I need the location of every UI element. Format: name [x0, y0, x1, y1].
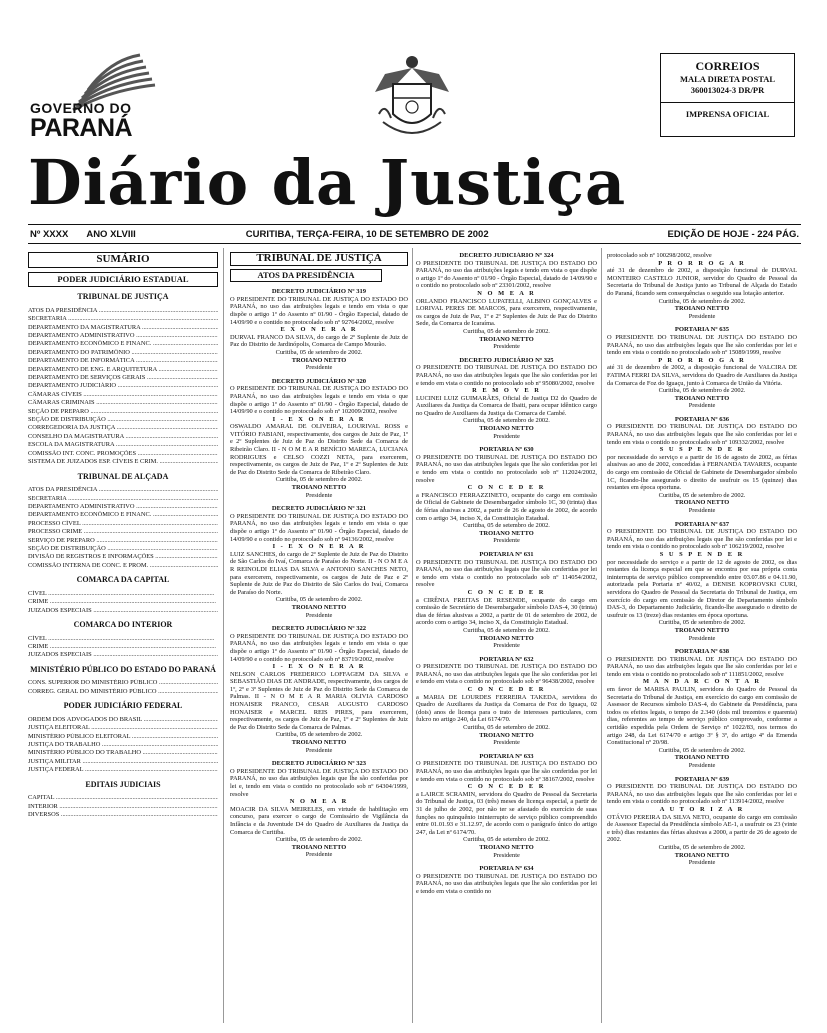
decree-title: PORTARIA Nº 636	[674, 415, 730, 423]
toc-item[interactable]: CÍVEL .....	[28, 590, 218, 598]
decree-action: C O N C E D E R	[467, 484, 546, 492]
toc-item[interactable]: PROCESSO CÍVEL .....	[28, 520, 218, 528]
decree-title: DECRETO JUDICIÁRIO Nº 324	[459, 252, 554, 259]
decree-text: MOACIR DA SILVA MEIRELES, em virtude de habilitação em concurso, para exercer o cargo de Comissário de Vigilância da Infância e da Juventude D4 do Quadro de Auxiliares da Justiça da Comarca de Curitiba.	[230, 805, 408, 836]
toc-item[interactable]: DEPARTAMENTO DE ENG. E ARQUITETURA .....	[28, 366, 218, 374]
decree-title: PORTARIA Nº 633	[479, 752, 534, 760]
atos-presidencia-heading: ATOS DA PRESIDÊNCIA	[230, 269, 382, 283]
signatory-role: Presidente	[305, 746, 333, 754]
decree-title: PORTARIA Nº 631	[479, 550, 534, 558]
decree-date: Curitiba, 05 de setembro de 2002.	[463, 836, 550, 844]
decree-title: DECRETO JUDICIÁRIO Nº 323	[271, 760, 367, 768]
decree-preamble: O PRESIDENTE DO TRIBUNAL DE JUSTIÇA DO ESTADO DO PARANÁ, no uso das atribuições legais que lhe são conferidas por lei e tendo em vista o contido no protocolado sob nº 113914/2002, resolve	[607, 783, 797, 806]
decree-action: N O M E A R	[477, 289, 536, 297]
decree-preamble: O PRESIDENTE DO TRIBUNAL DE JUSTIÇA DO ESTADO DO PARANÁ, no uso das atribuições legais e tendo em vista o que dispõe o artigo 1º do Assento nº 01/90 - Órgão Especial, datado de 14/09/90 e o contido no protocolado sob nº 102009/2002, resolve	[230, 385, 408, 416]
decrees-column-4	[607, 252, 797, 1023]
toc-item[interactable]: SEÇÃO DE DISTRIBUIÇÃO .....	[28, 416, 218, 424]
masthead-title: Diário da Justiça	[28, 146, 627, 219]
toc-item[interactable]: CONS. SUPERIOR DO MINISTÉRIO PÚBLICO .....	[28, 679, 218, 687]
toc-item[interactable]: JUSTIÇA ELEITORAL .....	[28, 724, 218, 732]
decree-preamble: protocolado sob nº 100298/2002, resolve	[607, 252, 712, 259]
issue-info-bar	[28, 224, 801, 244]
decree-date: Curitiba, 05 de setembro de 2002.	[275, 476, 363, 484]
issue-year: ANO XLVIII	[86, 228, 136, 240]
signatory-role: Presidente	[688, 762, 716, 769]
decree-date: Curitiba, 05 de setembro de 2002.	[658, 297, 746, 305]
decree-text: até 31 de dezembro de 2002, a disposição funcional de DURVAL MONTEIRO CASTELO JUNIOR, servidor do Quadro de Pessoal da Secretaria do Tribunal de Justiça junto ao Tribunal de Alçada do Estado do Paraná, ficando sem consequências o seguido sua lotação anterior.	[607, 267, 797, 297]
signatory-name: TROIANO NETTO	[291, 603, 347, 611]
toc-item[interactable]: MINISTÉRIO PÚBLICO DO TRABALHO .....	[28, 749, 218, 757]
decree-text: a FRANCISCO FERRAZZINETO, ocupante do cargo em comissão de Oficial de Gabinete de Desembargador símbolo 1C, 30 (trinta) dias de férias alusivas a 2002, a partir de 26 de agosto de 2002, de acordo com o artigo 34, inciso X, da Constituição Estadual.	[416, 491, 597, 522]
toc-item[interactable]: DEPARTAMENTO DO PATRIMÔNIO .....	[28, 349, 218, 357]
signatory-role: Presidente	[305, 611, 333, 619]
decree-entry	[416, 252, 597, 351]
decree-text: ORLANDO FRANCISCO LUPATELLI, ALBINO GONÇALVES e LORIVAL PERES DE MARCOS, para exercerem, respectivamente, os cargos de Juiz de Paz, 1º e 2º Suplentes de Juiz de Paz do Distrito Sede, da Comarca de Icaraíma.	[416, 297, 597, 328]
decree-text: LUCINEI LUIZ GUIMARÃES, Oficial de Justiça D2 do Quadro de Auxiliares da Justiça da Comarca de Ibaiti, para ocupar idêntico cargo no Quadro de Auxiliares da Justiça da Comarca de Cambé.	[416, 394, 597, 417]
decree-action: S U S P E N D E R	[659, 550, 745, 558]
toc-item[interactable]: SEÇÃO DE DISTRIBUIÇÃO .....	[28, 545, 218, 553]
decree-entry	[416, 656, 597, 747]
toc-item[interactable]: MINISTÉRIO PÚBLICO ELEITORAL .....	[28, 733, 218, 741]
decree-text: em favor de MARISA PAULIN, servidora do Quadro de Pessoal da Secretaria do Tribunal de Justiça, em exercício do cargo em comissão de Assessor de Recursos símbolo DAS-4, do Gabinete da Presidência, para todos os efeitos legais, o tempo de 2.340 (dois mil trezentos e quarenta) dias, referentes ao tempo de serviço público comprovado, conforme a certidão expedida pela Ordem de Serviço nº 1022/83, nos termos do artigo 248, da Lei 6174/70 e artigo 3º § 3º, do artigo 4º da Emenda Constitucional nº 20/98.	[607, 686, 797, 747]
column-rule	[223, 248, 224, 1023]
toc-item[interactable]: CRIME .....	[28, 598, 218, 606]
decree-entry	[230, 288, 408, 372]
decree-preamble: O PRESIDENTE DO TRIBUNAL DE JUSTIÇA DO ESTADO DO PARANÁ, no uso das atribuições legais que lhe são conferidas por lei e tendo em vista o contido no protocolado sob nº 112024/2002, resolve	[416, 453, 597, 484]
decree-entry	[230, 505, 408, 619]
column-rule	[601, 248, 602, 1023]
toc-item[interactable]: CÂMARAS CRIMINAIS .....	[28, 399, 218, 407]
decree-title: PORTARIA Nº 638	[674, 648, 730, 656]
decree-date: Curitiba, 05 de setembro de 2002.	[463, 522, 550, 530]
decree-entry	[607, 521, 797, 643]
decree-preamble: O PRESIDENTE DO TRIBUNAL DE JUSTIÇA DO ESTADO DO PARANÁ, no uso das atribuições legais que lhe são conferidas por lei e tendo em vista o contido no protocolado sob nº 15089/1999, resolve	[607, 333, 797, 357]
decree-action: I - E X O N E R A R	[272, 663, 366, 671]
correios-title: CORREIOS	[695, 59, 760, 73]
decree-title: DECRETO JUDICIÁRIO Nº 319	[271, 288, 367, 296]
signatory-role: Presidente	[305, 851, 333, 859]
decree-entry	[230, 378, 408, 500]
decree-title: PORTARIA Nº 635	[674, 326, 730, 334]
toc-item[interactable]: SERVIÇO DE PREPARO .....	[28, 537, 218, 545]
toc-item[interactable]: INTERIOR .....	[28, 803, 218, 811]
toc-item[interactable]: CÂMARAS CÍVEIS .....	[28, 391, 218, 399]
signatory-role: Presidente	[493, 432, 520, 440]
decree-text: LUIZ SANCHES, do cargo de 2º Suplente de Juiz de Paz do Distrito de São Carlos do Ivaí, Comarca de Paraíso do Norte. II - N O M E A R REINOLDI ELIAS DA SILVA e ANTONIO SANCHES NETO, para exercerem, respectivamente, os cargos de Juiz de Paz e 2º Suplente de Juiz de Paz do Distrito de São Carlos do Ivaí, Comarca de Paraíso do Norte.	[230, 550, 408, 596]
toc-item[interactable]: CAPITAL .....	[28, 794, 218, 802]
signatory-role: Presidente	[688, 507, 716, 514]
signatory-role: Presidente	[688, 634, 716, 642]
decree-title: PORTARIA Nº 639	[674, 775, 730, 783]
decree-action: C O N C E D E R	[467, 588, 546, 596]
toc-item[interactable]: COMISSÃO INTERNA DE CONC. E PROM. .....	[28, 562, 218, 570]
decree-preamble: O PRESIDENTE DO TRIBUNAL DE JUSTIÇA DO ESTADO DO PARANÁ, no uso das atribuições legais e tendo em vista o que dispõe o artigo 1º do Assento nº 01/90 - Órgão Especial, datado de 14/09/90 e o contido no protocolado sob nº 94136/2002, resolve	[230, 512, 408, 543]
toc-section-heading: EDITAIS JUDICIAIS	[85, 779, 161, 789]
decree-text: DURVAL FRANCO DA SILVA, do cargo de 2º Suplente de Juiz de Paz do Distrito de Jardinópolis, Comarca de Campo Mourão.	[230, 333, 408, 349]
decree-date: Curitiba, 05 de setembro de 2002.	[275, 596, 363, 604]
decree-action: M A N D A R C O N T A R	[642, 678, 762, 686]
toc-item[interactable]: JUIZADOS ESPECIAIS .....	[28, 651, 218, 659]
decree-text: NELSON CARLOS FREDERICO LOFFAGEM DA SILVA e SEBASTIÃO DIAS DE ANDRADE, respectivamente, dos cargos de 1º, 2º e 3º Suplentes de Juiz de Paz do Distrito Sede da Comarca de Palmas. II - N O M E A R MARIA OLIVIA CARDOSO HONAISER FRANCO, CESAR AUGUSTO CARDOSO HONAISER e MARCEL REIS PIRES, para exercerem, respectivamente, os cargos de Juiz de Paz, 1º e 2º Suplentes de Juiz de Paz do Distrito Sede da Comarca de Palmas.	[230, 670, 408, 731]
toc-section-heading: TRIBUNAL DE JUSTIÇA	[77, 292, 169, 302]
decree-action: S U S P E N D E R	[659, 446, 745, 454]
toc-item[interactable]: JUSTIÇA DO TRABALHO .....	[28, 741, 218, 749]
decree-date: Curitiba, 05 de setembro de 2002.	[463, 626, 550, 634]
decree-date: Curitiba, 05 de setembro de 2002.	[275, 348, 363, 356]
decree-action: N O M E A R	[289, 798, 349, 806]
toc-item[interactable]: JUSTIÇA FEDERAL .....	[28, 766, 218, 774]
toc-item[interactable]: ATOS DA PRESIDÊNCIA .....	[28, 307, 218, 315]
decree-action: P R O R R O G A R	[658, 356, 746, 364]
decree-entry	[230, 760, 408, 859]
coat-of-arms-icon	[365, 52, 460, 147]
toc-item[interactable]: DEPARTAMENTO DE INFORMÁTICA .....	[28, 357, 218, 365]
toc-sections	[28, 293, 218, 819]
signatory-name: TROIANO NETTO	[674, 305, 730, 313]
toc-item[interactable]: SEÇÃO DE PREPARO .....	[28, 408, 218, 416]
signatory-name: TROIANO NETTO	[674, 394, 730, 402]
decree-title: DECRETO JUDICIÁRIO Nº 321	[271, 505, 367, 513]
decree-entry	[607, 326, 797, 410]
decree-entry	[416, 446, 597, 545]
signatory-name: TROIANO NETTO	[479, 634, 534, 642]
toc-item[interactable]: DIVERSOS .....	[28, 811, 218, 819]
toc-item[interactable]: DIVISÃO DE REGISTROS E INFORMAÇÕES .....	[28, 553, 218, 561]
decree-text: a MARIA DE LOURDES FERREIRA TAKEDA, servidora do Quadro de Auxiliares da Justiça da Comarca de Foz do Iguaçu, 02 (dois) anos de licença para o trato de interesses particulares, com fulcro no artigo 240, da Lei 6174/70.	[416, 693, 597, 724]
sumario-column	[28, 252, 218, 1023]
decree-entry	[607, 252, 797, 320]
signatory-name: TROIANO NETTO	[674, 851, 730, 859]
signatory-name: TROIANO NETTO	[674, 499, 730, 507]
correios-box	[660, 53, 795, 137]
decree-preamble: O PRESIDENTE DO TRIBUNAL DE JUSTIÇA DO ESTADO DO PARANÁ, no uso das atribuições legais e tendo em vista o que dispõe o artigo 1º do Assento nº 01/90 - Órgão Especial, datado de 14/09/90 e o contido no protocolado sob nº 92764/2002, resolve	[230, 295, 408, 326]
toc-item[interactable]: DEPARTAMENTO ECONÔMICO E FINANC. .....	[28, 511, 218, 519]
decree-text: OTÁVIO PEREIRA DA SILVA NETO, ocupante do cargo em comissão de Assessor Especial da Presidência símbolo AE-1, a usufruir os 23 (vinte e três) dias restantes das férias alusivas a 2000, a partir de 26 de agosto de 2002.	[607, 813, 797, 844]
decree-preamble: O PRESIDENTE DO TRIBUNAL DE JUSTIÇA DO ESTADO DO PARANÁ, no uso das atribuições legais que lhe são conferidas por lei e tendo em vista o contido no protocolado sob nº 109332/2002, resolve	[607, 423, 797, 446]
signatory-role: Presidente	[305, 491, 333, 499]
decree-date: Curitiba, 05 de setembro de 2002.	[658, 491, 746, 499]
toc-section-heading: MINISTÉRIO PÚBLICO DO ESTADO DO PARANÁ	[30, 664, 216, 674]
signatory-role: Presidente	[493, 537, 520, 545]
poder-judiciario-heading: PODER JUDICIÁRIO ESTADUAL	[28, 272, 218, 288]
decree-list	[607, 252, 797, 867]
decree-date: Curitiba, 05 de setembro de 2002.	[658, 746, 746, 754]
decree-date: Curitiba, 05 de setembro de 2002.	[463, 724, 550, 732]
decree-preamble: O PRESIDENTE DO TRIBUNAL DE JUSTIÇA DO ESTADO DO PARANÁ, no uso das atribuições legais que lhe são conferidas por lei e tendo em vista o contido no protocolado sob nº 114054/2002, resolve	[416, 558, 597, 589]
toc-item[interactable]: DEPARTAMENTO ECONÔMICO E FINANC. .....	[28, 340, 218, 348]
toc-item[interactable]: SISTEMA DE JUIZADOS ESP. CÍVEIS E CRIM. .....	[28, 458, 218, 466]
decree-text: por necessidade do serviço e a partir de 12 de agosto de 2002, os dias restantes da licença especial em que se encontra por sua própria conta ininterrupta de serviço público compreendido entre 03.07.86 e 04.11.90, autorizada pela Portaria nº 40/02, a DENISE KOPROVSKI CURI, servidora do Quadro de Pessoal da Secretaria do Tribunal de Justiça, em exercício do cargo em comissão de Diretor de Departamento símbolo DAS-3, do Departamento Judiciário, ficando-lhe assegurado o direito de usufruir os 13 (treze) dias restantes em época oportuna.	[607, 558, 797, 619]
issue-date: CURITIBA, TERÇA-FEIRA, 10 DE SETEMBRO DE 2002	[245, 228, 489, 240]
toc-item[interactable]: DEPARTAMENTO DA MAGISTRATURA .....	[28, 324, 218, 332]
toc-item[interactable]: CÍVEL .....	[28, 635, 218, 643]
decree-text: até 31 de dezembro de 2002, a disposição funcional de VALCIRA DE FATIMA FERRI DA SILVA, servidora do Quadro de Auxiliares da Justiça da Comarca de Foz do Iguaçu, junto à Comarca de União da Vitória.	[607, 364, 797, 387]
decree-preamble: O PRESIDENTE DO TRIBUNAL DE JUSTIÇA DO ESTADO DO PARANÁ, no uso das atribuições legais que lhe são conferidas por lei e tendo em vista o contido no	[416, 872, 597, 895]
decree-title: PORTARIA Nº 634	[479, 865, 534, 873]
correios-imprensa: IMPRENSA OFICIAL	[685, 109, 770, 119]
decree-action: I - E X O N E R A R	[272, 415, 366, 423]
signatory-name: TROIANO NETTO	[479, 843, 534, 851]
signatory-role: Presidente	[688, 312, 716, 320]
decree-preamble: O PRESIDENTE DO TRIBUNAL DE JUSTIÇA DO ESTADO DO PARANÁ, no uso das atribuições legais que lhe são conferidas por lei e tendo em vista o contido no protocolado sob nº 106219/2002, resolve	[607, 528, 797, 551]
decree-preamble: O PRESIDENTE DO TRIBUNAL DE JUSTIÇA DO ESTADO DO PARANÁ, no uso das atribuições legais que lhe são conferidas por lei e tendo em vista o contido no protocolado sob nº 95080/2002, resolve	[416, 364, 597, 387]
decree-title: PORTARIA Nº 637	[674, 520, 730, 528]
toc-item[interactable]: DEPARTAMENTO ADMINISTRATIVO .....	[28, 332, 218, 340]
signatory-role: Presidente	[688, 859, 716, 867]
parana-label: PARANÁ	[30, 114, 133, 142]
decree-title: PORTARIA Nº 630	[479, 446, 534, 454]
decree-text: por necessidade do serviço e a partir de 16 de agosto de 2002, as férias alusivas ao ano de 2002, concedidas à FERNANDA TAVARES, ocupante do cargo em comissão de Oficial de Gabinete de Desembargador símbolo 1C, ficando-lhe assegurado o direito de usufruir os 15 (quinze) dias restantes em época oportuna.	[607, 453, 797, 492]
signatory-name: TROIANO NETTO	[674, 754, 730, 762]
toc-item[interactable]: PROCESSO CRIME .....	[28, 528, 218, 536]
decree-action: P R O R R O G A R	[658, 259, 746, 267]
decree-date: Curitiba, 05 de setembro de 2002.	[463, 327, 550, 335]
decree-text: OSWALDO AMARAL DE OLIVEIRA, LOURIVAL ROSS e VITÓRIO FABIANI, respectivamente, dos cargos de Juiz de Paz, 1º e 2º Suplentes de Juiz de Paz do Distrito Sede da Comarca de Ribeirão Claro. II - N O M E A R BENÍCIO MARECA, LUCIANA RODRIGUES e CELSO COZZI NETA, para exercerem, respectivamente, os cargos de Juiz de Paz, 1º e 2º Suplentes de Juiz de Paz do Distrito Sede da Comarca de Ribeirão Claro.	[230, 423, 408, 476]
decree-action: R E M O V E R	[472, 387, 541, 395]
sumario-title: SUMÁRIO	[28, 252, 218, 268]
governo-label: GOVERNO DO	[30, 100, 132, 116]
toc-item[interactable]: JUSTIÇA MILITAR .....	[28, 758, 218, 766]
decree-text: a LAIRCE SCRAMIN, servidora do Quadro de Pessoal da Secretaria do Tribunal de Justiça, 03 (três) meses de licença especial, a partir de 31 de julho de 2002, por não ter se afastado do exercício de suas funções no quinquênio ininterrupto de serviço público compreendido entre 01.01.93 e 31.12.97, de acordo com o parágrafo único do artigo 247, da Lei nº 6174/70.	[416, 790, 597, 836]
signatory-role: Presidente	[305, 364, 333, 372]
toc-item[interactable]: SECRETARIA .....	[28, 315, 218, 323]
issue-number: Nº XXXX	[30, 228, 69, 240]
toc-section-heading: COMARCA DA CAPITAL	[76, 575, 170, 585]
decree-preamble: O PRESIDENTE DO TRIBUNAL DE JUSTIÇA DO ESTADO DO PARANÁ, no uso das atribuições legais e tendo em vista o que dispõe o artigo 1º do Assento nº 01/90 - Órgão Especial, datado de 14/09/90 e o contido no protocolado sob nº 83719/2002, resolve	[230, 632, 408, 663]
toc-item[interactable]: DEPARTAMENTO ADMINISTRATIVO .....	[28, 503, 218, 511]
signatory-name: TROIANO NETTO	[479, 731, 534, 739]
decree-entry	[607, 776, 797, 867]
toc-item[interactable]: DEPARTAMENTO JUDICIÁRIO .....	[28, 382, 218, 390]
decree-list	[230, 288, 408, 859]
decree-title: DECRETO JUDICIÁRIO Nº 320	[271, 377, 367, 385]
decree-action: I - E X O N E R A R	[272, 543, 366, 551]
signatory-name: TROIANO NETTO	[291, 739, 347, 747]
decrees-column-3	[416, 252, 597, 1023]
decree-preamble: O PRESIDENTE DO TRIBUNAL DE JUSTIÇA DO ESTADO DO PARANÁ, no uso das atribuições legais que lhe são conferidas por lei e tendo em vista o contido no protocolado sob nº 96438/2002, resolve	[416, 663, 597, 686]
signatory-role: Presidente	[688, 402, 716, 410]
toc-item[interactable]: DEPARTAMENTO DE SERVIÇOS GERAIS .....	[28, 374, 218, 382]
toc-section-heading: COMARCA DO INTERIOR	[73, 619, 173, 629]
decree-preamble: O PRESIDENTE DO TRIBUNAL DE JUSTIÇA DO ESTADO DO PARANÁ, no uso das atribuições legais que lhe são conferidas por lei e tendo em vista o contido no protocolado sob nº 111851/2002, resolve	[607, 655, 797, 678]
decree-title: DECRETO JUDICIÁRIO Nº 322	[271, 625, 367, 633]
decrees-column-2	[230, 252, 408, 1023]
decree-preamble: O PRESIDENTE DO TRIBUNAL DE JUSTIÇA DO ESTADO DO PARANÁ, no uso das atribuições legais que lhe são conferidas por lei e, tendo em vista o contido no protocolado sob nº 64304/1999, resolve	[230, 767, 408, 798]
signatory-role: Presidente	[493, 851, 520, 859]
decree-list	[416, 252, 597, 896]
decree-title: DECRETO JUDICIÁRIO Nº 325	[459, 356, 554, 364]
decree-action: C O N C E D E R	[467, 783, 546, 791]
decree-entry	[416, 551, 597, 650]
decree-text: a CIRÊNIA FREITAS DE RESENDE, ocupante do cargo em comissão de Secretário de Desembargador símbolo DAS-4, 30 (trinta) dias de férias alusivas a 2002, a partir de 01 de setembro de 2002, de acordo com o artigo 34, inciso X, da Constituição Estadual.	[416, 596, 597, 627]
decree-entry	[607, 416, 797, 515]
decree-preamble: O PRESIDENTE DO TRIBUNAL DE JUSTIÇA DO ESTADO DO PARANÁ, no uso das atribuições legais que lhe são conferidas por lei e tendo em vista o contido no protocolado sob nº 38167/2002, resolve	[416, 760, 597, 783]
toc-section-heading: TRIBUNAL DE ALÇADA	[77, 471, 169, 481]
signatory-role: Presidente	[493, 642, 520, 650]
decree-title: PORTARIA Nº 632	[479, 655, 534, 663]
issue-edition: EDIÇÃO DE HOJE - 224 PÁG.	[667, 228, 799, 240]
signatory-name: TROIANO NETTO	[291, 356, 347, 364]
tribunal-heading: TRIBUNAL DE JUSTIÇA	[230, 252, 408, 266]
signatory-name: TROIANO NETTO	[479, 335, 534, 343]
decree-date: Curitiba, 05 de setembro de 2002.	[658, 619, 746, 627]
correios-line2: 360013024-3 DR/PR	[690, 85, 765, 95]
decree-action: C O N C E D E R	[467, 686, 546, 694]
toc-item[interactable]: ATOS DA PRESIDÊNCIA .....	[28, 486, 218, 494]
toc-section-heading: PODER JUDICIÁRIO FEDERAL	[63, 701, 183, 711]
decree-entry	[416, 753, 597, 859]
decree-preamble: O PRESIDENTE DO TRIBUNAL DE JUSTIÇA DO ESTADO DO PARANÁ, no uso das atribuições legais e tendo em vista o que dispõe o artigo 1º do Assento nº 01/90 - Órgão Especial, datado de 14/09/90 e o contido no protocolado sob nº 23301/2002, resolve	[416, 259, 597, 290]
signatory-name: TROIANO NETTO	[479, 529, 534, 537]
decree-entry	[607, 648, 797, 770]
toc-item[interactable]: JUIZADOS ESPECIAIS .....	[28, 607, 218, 615]
decree-date: Curitiba, 05 de setembro de 2002.	[658, 387, 746, 395]
signatory-role: Presidente	[493, 739, 520, 747]
column-rule	[412, 248, 413, 1023]
signatory-name: TROIANO NETTO	[291, 484, 347, 492]
decree-entry	[416, 865, 597, 895]
toc-item[interactable]: ESCOLA DA MAGISTRATURA .....	[28, 441, 218, 449]
signatory-role: Presidente	[493, 343, 520, 351]
decree-date: Curitiba, 05 de setembro de 2002.	[658, 843, 746, 851]
toc-item[interactable]: COMISSÃO INT. CONC. PROMOÇÕES .....	[28, 450, 218, 458]
decree-date: Curitiba, 05 de setembro de 2002.	[275, 836, 363, 844]
decree-date: Curitiba, 05 de setembro de 2002.	[463, 417, 550, 425]
toc-item[interactable]: CONSELHO DA MAGISTRATURA .....	[28, 433, 218, 441]
signatory-name: TROIANO NETTO	[291, 843, 347, 851]
decree-date: Curitiba, 05 de setembro de 2002.	[275, 731, 363, 739]
decree-entry	[230, 625, 408, 754]
decree-entry	[416, 357, 597, 441]
correios-divider	[661, 102, 794, 103]
decree-action: A U T O R I Z A R	[659, 805, 745, 813]
signatory-name: TROIANO NETTO	[674, 626, 730, 634]
decree-action: E X O N E R A R	[280, 326, 358, 334]
toc-item[interactable]: CRIME .....	[28, 643, 218, 651]
toc-item[interactable]: CORREGEDORIA DA JUSTIÇA .....	[28, 424, 218, 432]
toc-item[interactable]: ORDEM DOS ADVOGADOS DO BRASIL .....	[28, 716, 218, 724]
signatory-name: TROIANO NETTO	[479, 425, 534, 433]
toc-item[interactable]: SECRETARIA .....	[28, 495, 218, 503]
toc-item[interactable]: CORREG. GERAL DO MINISTÉRIO PÚBLICO .....	[28, 688, 218, 696]
correios-line1: MALA DIRETA POSTAL	[679, 74, 776, 84]
